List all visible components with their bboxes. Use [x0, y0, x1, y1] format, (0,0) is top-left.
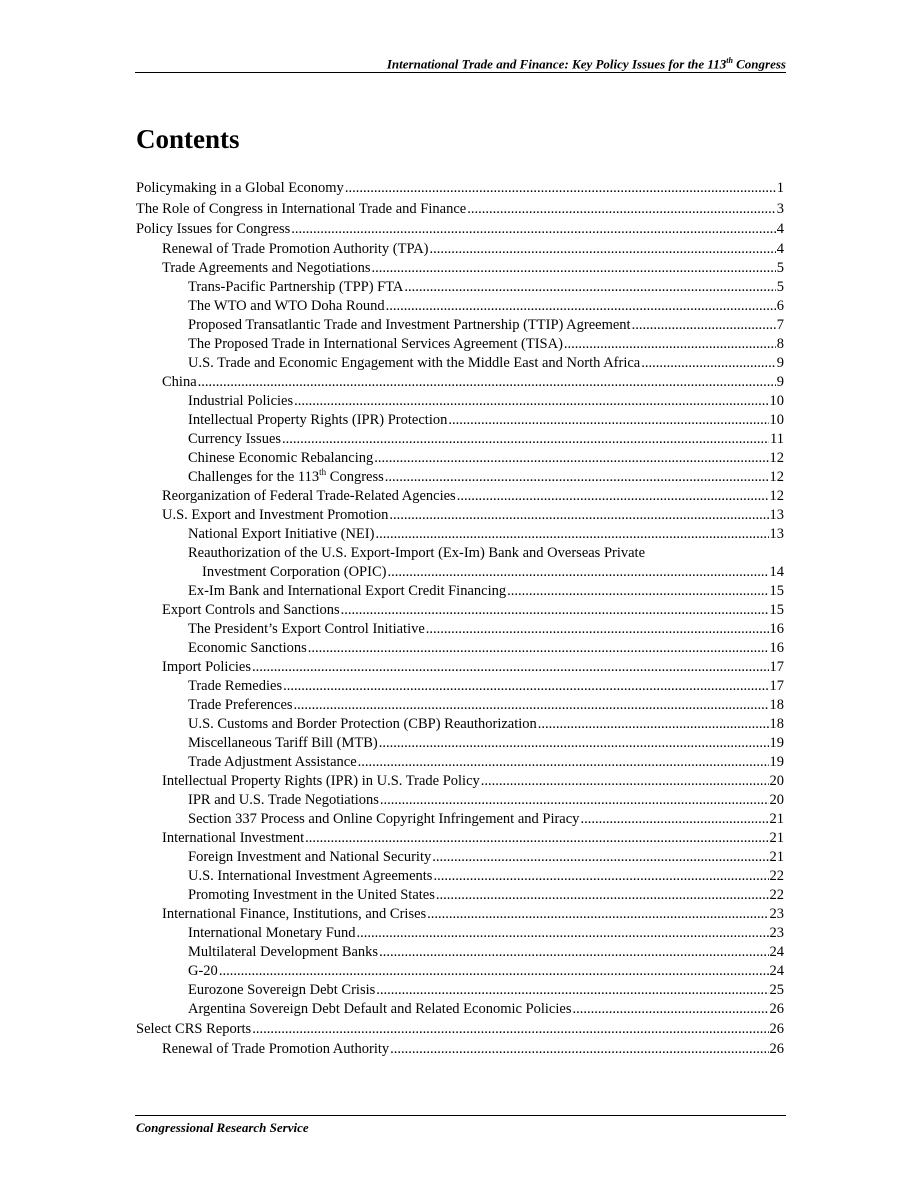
- dot-leader: [390, 1039, 768, 1060]
- toc-entry-label: Promoting Investment in the United States: [188, 886, 435, 903]
- toc-entry-label: U.S. Customs and Border Protection (CBP) Reauthorization: [188, 715, 537, 732]
- dot-leader: [294, 392, 768, 411]
- toc-entry-label: [188, 468, 384, 487]
- toc-entry-label: Reauthorization of the U.S. Export-Import (Ex-Im) Bank and Overseas Private: [188, 544, 646, 561]
- toc-entry-page: 9: [776, 354, 784, 371]
- toc-entry-argentina[interactable]: [136, 1000, 784, 1019]
- dot-leader: [386, 297, 776, 316]
- toc-entry-page: 25: [769, 981, 784, 998]
- toc-entry-page: 23: [769, 924, 784, 941]
- dot-leader: [345, 178, 776, 199]
- toc-entry-label: Section 337 Process and Online Copyright Infringement and Piracy: [188, 810, 580, 827]
- toc-entry-label: Trade Preferences: [188, 696, 293, 713]
- dot-leader: [564, 335, 776, 354]
- toc-entry-section-337[interactable]: [136, 810, 784, 829]
- toc-entry-page: 21: [769, 810, 784, 827]
- running-header-text: International Trade and Finance: Key Policy Issues for the 113: [386, 56, 727, 72]
- dot-leader: [252, 658, 768, 677]
- toc-entry-label: Reorganization of Federal Trade-Related Agencies: [162, 487, 456, 504]
- dot-leader: [632, 316, 776, 335]
- toc-entry-taa[interactable]: [136, 753, 784, 772]
- toc-entry-president-export-control[interactable]: [136, 620, 784, 639]
- toc-entry-label: Multilateral Development Banks: [188, 943, 379, 960]
- toc-entry-page: 13: [769, 506, 784, 523]
- toc-entry-label: U.S. Export and Investment Promotion: [162, 506, 389, 523]
- toc-entry-page: 18: [769, 715, 784, 732]
- toc-entry-international-finance[interactable]: [136, 905, 784, 924]
- toc-entry-label: The WTO and WTO Doha Round: [188, 297, 385, 314]
- toc-entry-label: Intellectual Property Rights (IPR) in U.S. Trade Policy: [162, 772, 480, 789]
- dot-leader: [507, 582, 768, 601]
- toc-entry-label: The President’s Export Control Initiative: [188, 620, 425, 637]
- toc-entry-label: Ex-Im Bank and International Export Credit Financing: [188, 582, 507, 599]
- dot-leader: [538, 715, 769, 734]
- toc-entry-label: Import Policies: [162, 658, 252, 675]
- toc-entry-label: Select CRS Reports: [136, 1020, 252, 1037]
- toc-entry-label: Policy Issues for Congress: [136, 221, 291, 237]
- dot-leader: [282, 430, 769, 449]
- toc-entry-label-after: Congress: [326, 468, 384, 485]
- toc-entry-page: 22: [769, 867, 784, 884]
- toc-entry-page: 21: [769, 848, 784, 865]
- toc-entry-mdb[interactable]: [136, 943, 784, 962]
- dot-leader: [432, 848, 768, 867]
- footer-rule: [135, 1115, 786, 1116]
- toc-entry-wto-doha[interactable]: [136, 297, 784, 316]
- toc-entry-page: 5: [776, 259, 784, 276]
- toc-entry-select-crs-reports[interactable]: [136, 1019, 784, 1040]
- toc-entry-label: U.S. Trade and Economic Engagement with the Middle East and North Africa: [188, 354, 641, 371]
- toc-entry-page: 17: [769, 658, 784, 675]
- running-header-sup: th: [726, 56, 733, 65]
- toc-entry-chinese-rebalancing[interactable]: [136, 449, 784, 468]
- dot-leader: [252, 1019, 768, 1040]
- dot-leader: [380, 791, 769, 810]
- toc-entry-page: 4: [776, 240, 784, 257]
- toc-entry-page: 18: [769, 696, 784, 713]
- toc-entry-label: Intellectual Property Rights (IPR) Protection: [188, 411, 448, 428]
- toc-entry-label: International Monetary Fund: [188, 924, 356, 941]
- toc-entry-page: 20: [769, 772, 784, 789]
- toc-entry-page: 17: [769, 677, 784, 694]
- toc-entry-currency-issues[interactable]: [136, 430, 784, 449]
- dot-leader: [433, 867, 768, 886]
- page-title: Contents: [136, 124, 240, 154]
- dot-leader: [467, 199, 776, 220]
- dot-leader: [387, 563, 768, 582]
- toc-entry-label: Trade Adjustment Assistance: [188, 753, 357, 770]
- toc-entry-foreign-investment[interactable]: [136, 848, 784, 867]
- toc-entry-nei[interactable]: [136, 525, 784, 544]
- toc-entry-reorganization[interactable]: [136, 487, 784, 506]
- toc-entry-export-controls[interactable]: [136, 601, 784, 620]
- dot-leader: [448, 411, 768, 430]
- dot-leader: [358, 753, 769, 772]
- dot-leader: [198, 373, 776, 392]
- toc-entry-page: 5: [776, 278, 784, 295]
- toc-entry-policymaking[interactable]: [136, 178, 784, 199]
- dot-leader: [376, 981, 768, 1000]
- toc-entry-investment-agreements[interactable]: [136, 867, 784, 886]
- dot-leader: [481, 772, 769, 791]
- toc-entry-renewal-tpa-reports[interactable]: [136, 1039, 784, 1060]
- toc-entry-page: 13: [769, 525, 784, 542]
- toc-entry-label-text: Challenges for the 113: [188, 468, 320, 485]
- dot-leader: [379, 734, 769, 753]
- toc-entry-label: China: [162, 373, 197, 390]
- toc-entry-export-promotion[interactable]: [136, 506, 784, 525]
- toc-entry-trade-preferences[interactable]: [136, 696, 784, 715]
- dot-leader: [641, 354, 776, 373]
- toc-entry-promoting-investment[interactable]: [136, 886, 784, 905]
- toc-entry-page: 11: [770, 430, 784, 447]
- toc-entry-label: The Proposed Trade in International Services Agreement (TISA): [188, 335, 563, 352]
- dot-leader: [305, 829, 768, 848]
- toc-entry-label: International Finance, Institutions, and Crises: [162, 905, 427, 922]
- toc-entry-label: Trade Remedies: [188, 677, 283, 694]
- toc-entry-page: 3: [776, 200, 784, 217]
- toc-entry-page: 15: [769, 601, 784, 618]
- dot-leader: [580, 810, 768, 829]
- toc-entry-label: Investment Corporation (OPIC): [202, 563, 387, 580]
- running-header: [135, 56, 786, 72]
- toc-entry-page: 26: [769, 1000, 784, 1017]
- toc-entry-label: National Export Initiative (NEI): [188, 525, 375, 542]
- toc-entry-label: Industrial Policies: [188, 392, 294, 409]
- dot-leader: [427, 905, 768, 924]
- toc-entry-label: Miscellaneous Tariff Bill (MTB): [188, 734, 378, 751]
- toc-entry-label: The Role of Congress in International Trade and Finance: [136, 200, 467, 217]
- dot-leader: [375, 525, 768, 544]
- toc-entry-page: 24: [769, 943, 784, 960]
- toc-entry-ipr-protection[interactable]: [136, 411, 784, 430]
- dot-leader: [389, 506, 768, 525]
- dot-leader: [294, 696, 769, 715]
- running-footer: Congressional Research Service: [136, 1120, 309, 1135]
- header-rule: [135, 72, 786, 73]
- toc-entry-ipr-trade-policy[interactable]: [136, 772, 784, 791]
- toc-entry-challenges-113th[interactable]: [136, 468, 784, 487]
- toc-entry-policy-issues[interactable]: [136, 219, 784, 240]
- dot-leader: [357, 924, 769, 943]
- toc-entry-page: 21: [769, 829, 784, 846]
- toc-entry-page: 22: [769, 886, 784, 903]
- toc-entry-mena[interactable]: [136, 354, 784, 373]
- running-header-text-after: Congress: [732, 56, 786, 72]
- dot-leader: [404, 278, 775, 297]
- toc-entry-label: International Investment: [162, 829, 305, 846]
- toc-entry-page: 9: [776, 373, 784, 390]
- dot-leader: [572, 1000, 768, 1019]
- toc-entry-label: Argentina Sovereign Debt Default and Related Economic Policies: [188, 1000, 572, 1017]
- toc-entry-page: 23: [769, 905, 784, 922]
- toc-entry-page: 10: [769, 392, 784, 409]
- dot-leader: [385, 468, 769, 487]
- toc-entry-label: IPR and U.S. Trade Negotiations: [188, 791, 379, 808]
- dot-leader: [379, 943, 768, 962]
- toc-entry-label: Chinese Economic Rebalancing: [188, 449, 374, 466]
- dot-leader: [430, 240, 776, 259]
- toc-entry-role-of-congress[interactable]: [136, 199, 784, 220]
- toc-entry-label-sup: th: [319, 466, 327, 477]
- toc-entry-page: 14: [769, 563, 784, 580]
- toc-entry-page: 4: [776, 221, 784, 237]
- toc-entry-g20[interactable]: [136, 962, 784, 981]
- toc-entry-label: Export Controls and Sanctions: [162, 601, 340, 618]
- toc-entry-label: Renewal of Trade Promotion Authority: [162, 1041, 390, 1057]
- toc-entry-page: 26: [769, 1020, 784, 1037]
- toc-entry-renewal-tpa[interactable]: [136, 240, 784, 259]
- toc-entry-international-investment[interactable]: [136, 829, 784, 848]
- toc-entry-china[interactable]: [136, 373, 784, 392]
- toc-entry-industrial-policies[interactable]: [136, 392, 784, 411]
- dot-leader: [291, 219, 775, 240]
- dot-leader: [371, 259, 775, 278]
- table-of-contents: [136, 178, 784, 1060]
- toc-entry-import-policies[interactable]: [136, 658, 784, 677]
- dot-leader: [436, 886, 769, 905]
- toc-entry-label: Trans-Pacific Partnership (TPP) FTA: [188, 278, 404, 295]
- dot-leader: [308, 639, 769, 658]
- toc-entry-trade-agreements[interactable]: [136, 259, 784, 278]
- dot-leader: [283, 677, 768, 696]
- toc-entry-page: 1: [776, 180, 784, 196]
- toc-entry-page: 24: [769, 962, 784, 979]
- toc-entry-page: 12: [769, 487, 784, 504]
- toc-entry-tisa[interactable]: [136, 335, 784, 354]
- dot-leader: [341, 601, 769, 620]
- toc-entry-reauthorization-line1[interactable]: [136, 544, 784, 563]
- toc-entry-page: 19: [769, 753, 784, 770]
- toc-entry-page: 8: [776, 335, 784, 352]
- toc-entry-reauthorization[interactable]: [136, 563, 784, 582]
- toc-entry-label: Trade Agreements and Negotiations: [162, 259, 371, 276]
- toc-entry-tpp[interactable]: [136, 278, 784, 297]
- toc-entry-label: Foreign Investment and National Security: [188, 848, 432, 865]
- dot-leader: [374, 449, 768, 468]
- toc-entry-page: 20: [769, 791, 784, 808]
- toc-entry-eurozone[interactable]: [136, 981, 784, 1000]
- toc-entry-label: Proposed Transatlantic Trade and Investment Partnership (TTIP) Agreement: [188, 316, 631, 333]
- toc-entry-page: 16: [769, 620, 784, 637]
- toc-entry-ttip[interactable]: [136, 316, 784, 335]
- toc-entry-page: 12: [769, 468, 784, 485]
- toc-entry-label: Currency Issues: [188, 430, 282, 447]
- toc-entry-mtb[interactable]: [136, 734, 784, 753]
- toc-entry-page: 6: [776, 297, 784, 314]
- toc-entry-label: Renewal of Trade Promotion Authority (TPA): [162, 240, 429, 257]
- toc-entry-cbp-reauthorization[interactable]: [136, 715, 784, 734]
- dot-leader: [426, 620, 769, 639]
- toc-entry-page: 19: [769, 734, 784, 751]
- toc-entry-label: Economic Sanctions: [188, 639, 307, 656]
- toc-entry-label: U.S. International Investment Agreements: [188, 867, 433, 884]
- dot-leader: [457, 487, 769, 506]
- toc-entry-page: 10: [769, 411, 784, 428]
- toc-entry-page: 7: [776, 316, 784, 333]
- toc-entry-imf[interactable]: [136, 924, 784, 943]
- toc-entry-ipr-negotiations[interactable]: [136, 791, 784, 810]
- toc-entry-page: 16: [769, 639, 784, 656]
- toc-entry-page: 15: [769, 582, 784, 599]
- toc-entry-label: Eurozone Sovereign Debt Crisis: [188, 981, 376, 998]
- toc-entry-page: 12: [769, 449, 784, 466]
- toc-entry-label: G-20: [188, 962, 218, 979]
- toc-entry-trade-remedies[interactable]: [136, 677, 784, 696]
- toc-entry-label: Policymaking in a Global Economy: [136, 180, 344, 196]
- toc-entry-exim-credit[interactable]: [136, 582, 784, 601]
- dot-leader: [219, 962, 769, 981]
- toc-entry-page: 26: [769, 1041, 784, 1057]
- toc-entry-economic-sanctions[interactable]: [136, 639, 784, 658]
